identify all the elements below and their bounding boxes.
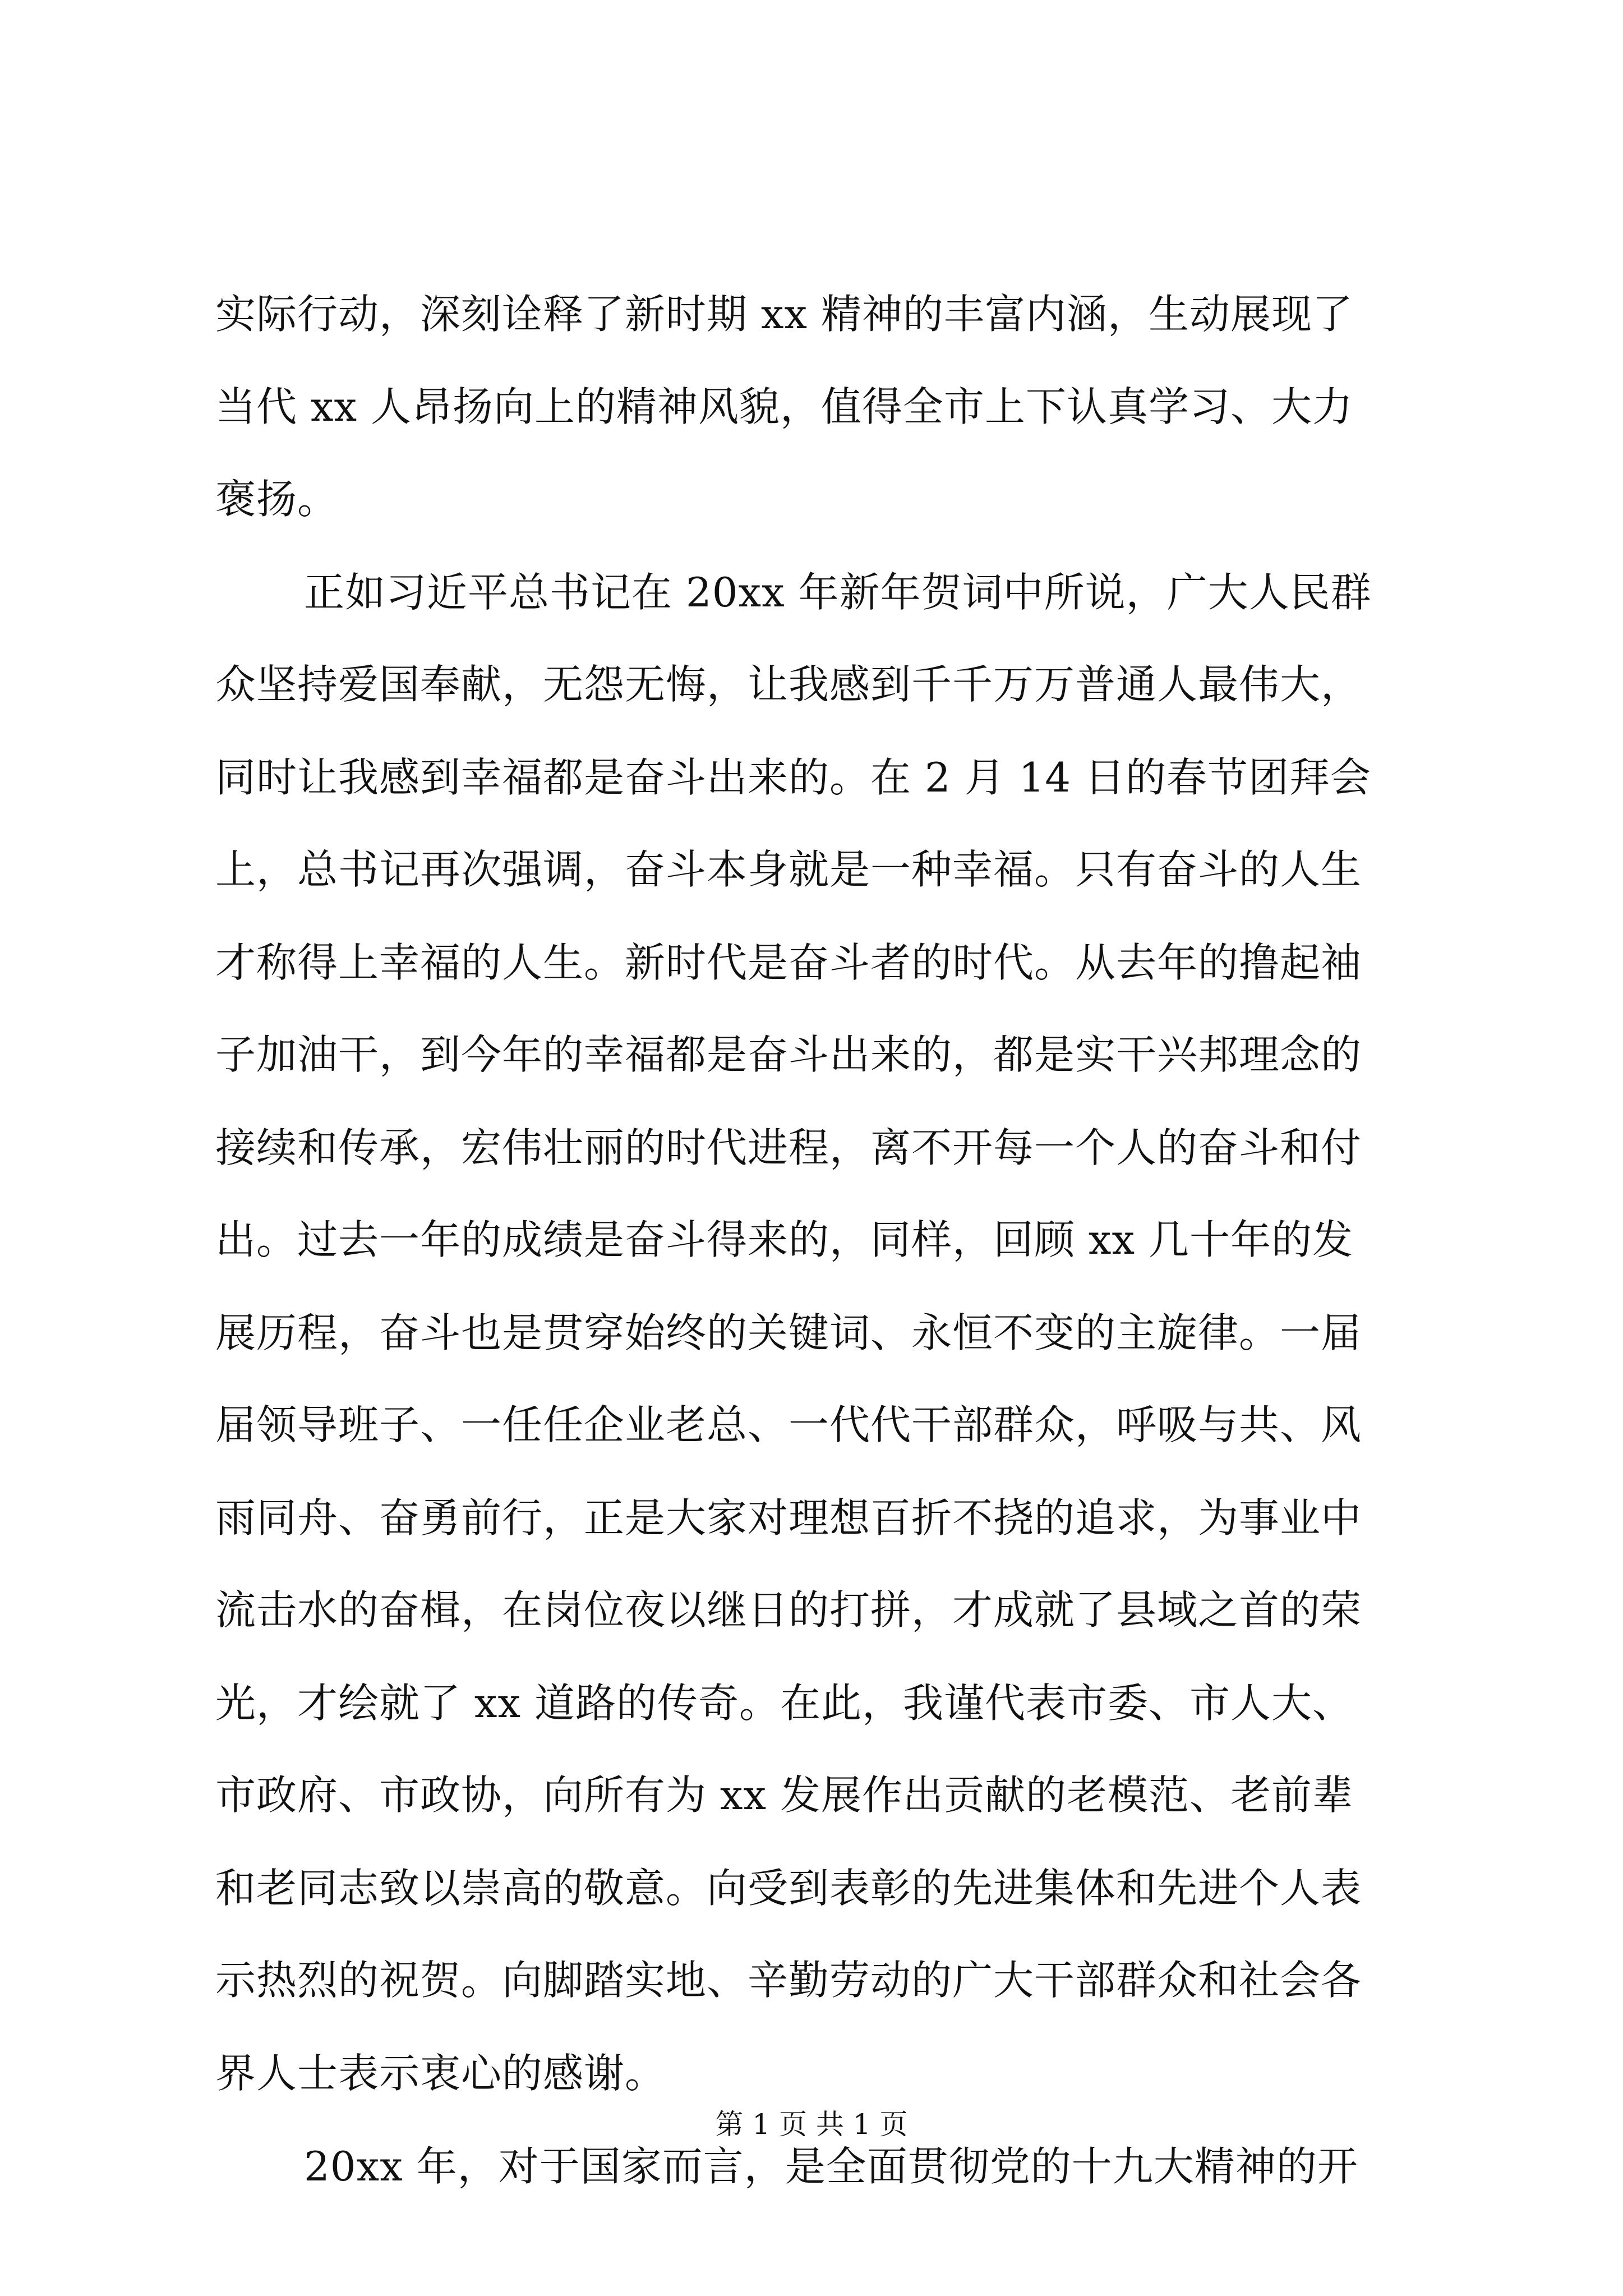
text-line: 和老同志致以崇高的敬意。向受到表彰的先进集体和先进个人表 [215,1865,1362,1912]
text-line: 出。过去一年的成绩是奋斗得来的，同样，回顾 xx 几十年的发 [215,1216,1353,1263]
text-line: 光，才绘就了 xx 道路的传奇。在此，我谨代表市委、市人大、 [215,1680,1353,1727]
text-line: 流击水的奋楫，在岗位夜以继日的打拼，才成就了县域之首的荣 [215,1586,1362,1634]
paragraph-first-line: 正如习近平总书记在 20xx 年新年贺词中所说，广大人民群 [304,569,1372,616]
text-line: 同时让我感到幸福都是奋斗出来的。在 2 月 14 日的春节团拜会 [215,754,1371,801]
text-line: 展历程，奋斗也是贯穿始终的关键词、永恒不变的主旋律。一届 [215,1309,1362,1356]
text-line: 界人士表示衷心的感谢。 [215,2050,666,2097]
text-line: 才称得上幸福的人生。新时代是奋斗者的时代。从去年的撸起袖 [215,939,1362,986]
text-line: 实际行动，深刻诠释了新时期 xx 精神的丰富内涵，生动展现了 [215,291,1353,338]
text-line: 市政府、市政协，向所有为 xx 发展作出贡献的老模范、老前辈 [215,1772,1353,1819]
text-line: 雨同舟、奋勇前行，正是大家对理想百折不挠的追求，为事业中 [215,1494,1362,1542]
text-line: 上，总书记再次强调，奋斗本身就是一种幸福。只有奋斗的人生 [215,846,1362,893]
text-line: 众坚持爱国奉献，无怨无悔，让我感到千千万万普通人最伟大， [215,661,1362,708]
text-line: 当代 xx 人昂扬向上的精神风貌，值得全市上下认真学习、大力 [215,383,1353,430]
text-line: 届领导班子、一任任企业老总、一代代干部群众，呼吸与共、风 [215,1401,1362,1448]
text-line: 接续和传承，宏伟壮丽的时代进程，离不开每一个人的奋斗和付 [215,1124,1362,1171]
text-line: 褒扬。 [215,476,339,523]
text-line: 子加油干，到今年的幸福都是奋斗出来的，都是实干兴邦理念的 [215,1031,1362,1078]
page-footer: 第 1 页 共 1 页 [715,2108,908,2141]
text-line: 示热烈的祝贺。向脚踏实地、辛勤劳动的广大干部群众和社会各 [215,1957,1362,2004]
paragraph-first-line: 20xx 年，对于国家而言，是全面贯彻党的十九大精神的开 [304,2143,1358,2190]
